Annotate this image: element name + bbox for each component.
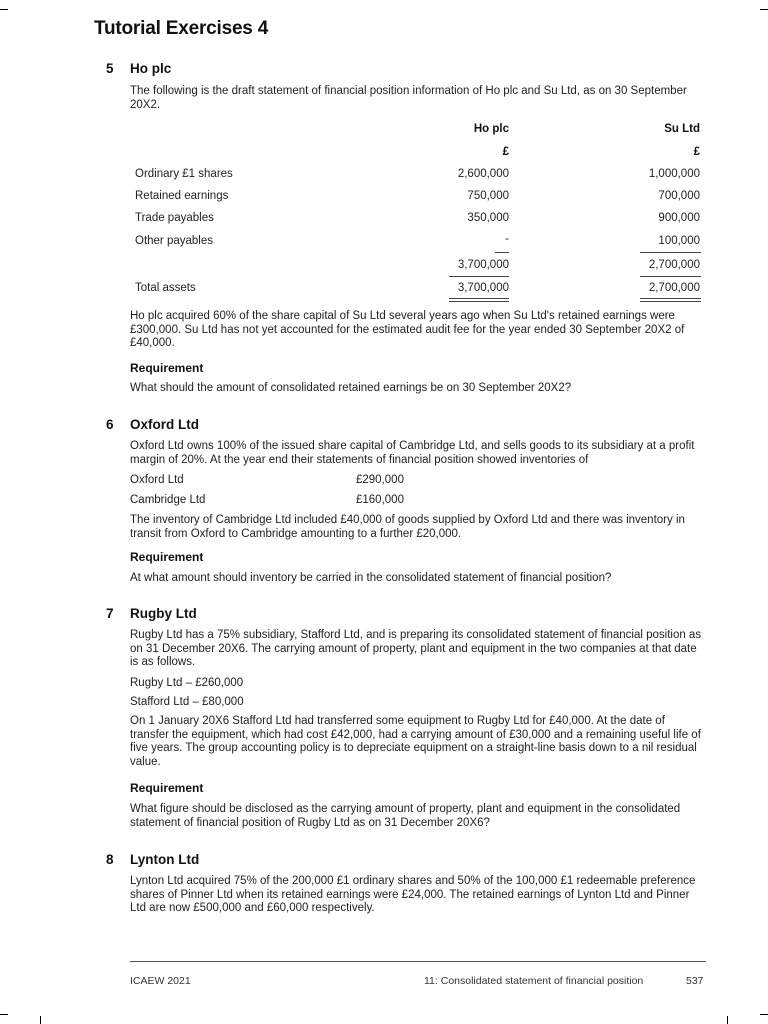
row-value-su: 700,000 <box>658 190 700 202</box>
column-header-su: Su Ltd <box>664 123 700 135</box>
subtotal-su: 2,700,000 <box>648 259 700 271</box>
question-text: On 1 January 20X6 Stafford Ltd had transferred some equipment to Rugby Ltd for £40,000. At the date of transfer the equipment, which had cost £42,000, had a carrying amount of £30,000 and a remaining useful life of five years. The group accounting policy is to depreciate equipment on a straight-line basis down to a nil residual value. <box>130 715 701 768</box>
row-value-ho: 2,600,000 <box>457 168 509 180</box>
total-label: Total assets <box>135 282 196 294</box>
question-number: 7 <box>106 606 114 621</box>
inventory-label: Cambridge Ltd <box>130 494 206 506</box>
question-intro: The following is the draft statement of financial position information of Ho plc and Su Ltd, as on 30 September 20X2. <box>130 85 687 111</box>
crop-mark <box>0 1014 8 1015</box>
subtotal-ho: 3,700,000 <box>457 259 509 271</box>
row-value-ho: 750,000 <box>467 190 509 202</box>
ppe-line: Stafford Ltd – £80,000 <box>130 696 244 708</box>
crop-mark <box>0 9 8 10</box>
question-title: Oxford Ltd <box>130 417 199 432</box>
row-label: Retained earnings <box>135 190 229 202</box>
question-text: The inventory of Cambridge Ltd included £40,000 of goods supplied by Oxford Ltd and there was inventory in transit from Oxford to Cambridge amounting to a further £20,000. <box>130 514 685 540</box>
question-intro: Oxford Ltd owns 100% of the issued share capital of Cambridge Ltd, and sells goods to its subsidiary at a profit margin of 20%. At the year end their statements of financial position showed inventories of <box>130 440 695 466</box>
row-label: Other payables <box>135 235 213 247</box>
double-underline-ho <box>449 298 509 302</box>
question-title: Rugby Ltd <box>130 606 197 621</box>
underline-ho <box>495 252 509 253</box>
requirement-text: What should the amount of consolidated retained earnings be on 30 September 20X2? <box>130 382 572 394</box>
page-title: Tutorial Exercises 4 <box>94 18 269 39</box>
underline-su <box>640 252 701 253</box>
column-header-ho: Ho plc <box>473 123 509 135</box>
requirement-text: What figure should be disclosed as the carrying amount of property, plant and equipment in the consolidated statement of financial position of Rugby Ltd as on 31 December 20X6? <box>130 803 681 829</box>
crop-mark <box>760 9 768 10</box>
inventory-value: £160,000 <box>356 494 404 506</box>
row-value-su: 100,000 <box>658 235 700 247</box>
question-number: 6 <box>106 417 114 432</box>
requirement-label: Requirement <box>130 781 204 795</box>
footer-chapter: 11: Consolidated statement of financial position <box>424 975 644 987</box>
footer-publisher: ICAEW 2021 <box>130 975 191 987</box>
underline-ho <box>449 276 509 277</box>
row-value-ho: 350,000 <box>467 212 509 224</box>
inventory-label: Oxford Ltd <box>130 474 184 486</box>
row-value-su: 1,000,000 <box>648 168 700 180</box>
row-value-ho: - <box>505 233 509 245</box>
requirement-label: Requirement <box>130 550 204 564</box>
double-underline-su <box>640 298 701 302</box>
row-value-su: 900,000 <box>658 212 700 224</box>
total-ho: 3,700,000 <box>457 282 509 294</box>
footer-divider <box>130 961 706 962</box>
currency-ho: £ <box>502 146 509 158</box>
question-intro: Rugby Ltd has a 75% subsidiary, Stafford Ltd, and is preparing its consolidated statement of financial position as on 31 December 20X6. The carrying amount of property, plant and equipment in the two companies at that date is as follows. <box>130 629 702 668</box>
crop-mark <box>760 1014 768 1015</box>
total-su: 2,700,000 <box>648 282 700 294</box>
requirement-label: Requirement <box>130 361 204 375</box>
question-text: Lynton Ltd acquired 75% of the 200,000 £1 ordinary shares and 50% of the 100,000 £1 redeemable preference shares of Pinner Ltd when its retained earnings were £24,000. The retained earnings of Lynton Ltd and Pinner Ltd are now £500,000 and £60,000 respectively. <box>130 875 696 914</box>
currency-su: £ <box>693 146 700 158</box>
underline-su <box>640 276 701 277</box>
ppe-line: Rugby Ltd – £260,000 <box>130 677 244 689</box>
row-label: Trade payables <box>135 212 214 224</box>
requirement-text: At what amount should inventory be carried in the consolidated statement of financial position? <box>130 572 612 584</box>
row-label: Ordinary £1 shares <box>135 168 233 180</box>
page-number: 537 <box>686 975 704 987</box>
question-number: 5 <box>106 61 114 76</box>
question-number: 8 <box>106 852 114 867</box>
question-title: Lynton Ltd <box>130 852 200 867</box>
crop-mark <box>40 1016 41 1024</box>
crop-mark <box>727 1016 728 1024</box>
question-text: Ho plc acquired 60% of the share capital of Su Ltd several years ago when Su Ltd's retained earnings were £300,000. Su Ltd has not yet accounted for the estimated audit fee for the year ended 30 September 20X2 of £40,000. <box>130 310 685 349</box>
question-title: Ho plc <box>130 61 172 76</box>
inventory-value: £290,000 <box>356 474 404 486</box>
